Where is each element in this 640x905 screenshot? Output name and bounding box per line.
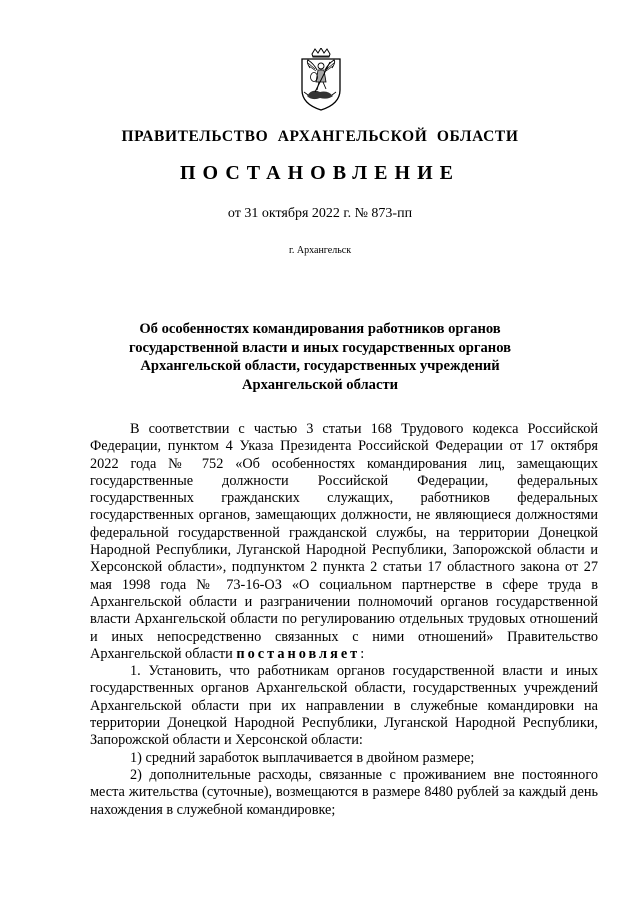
document-type-heading: ПОСТАНОВЛЕНИЕ — [180, 162, 460, 184]
preamble-text: В соответствии с частью 3 статьи 168 Трудового кодекса Российской Федерации, пунктом 4 Указа Президента Российской Федерации от 17 октября 2022 года № 752 «Об особенностях командирования лиц, замещающих государственные должности Российской Федерации, федеральных государственных гражданских служащих, работников федеральных государственных органов, замещающих должности, не являющиеся должностями федеральной государственной гражданской службы, на территории Донецкой Народной Республики, Луганской Народной Республики, Запорожской области и Херсонской области», подпунктом 2 пункта 2 статьи 17 областного закона от 27 мая 1998 года № 73-16-ОЗ «О социальном партнерстве в сфере труда в Архангельской области и разграничении полномочий органов государственной власти Архангельской области по регулированию отдельных трудовых отношений и иных непосредственно связанных с ними отношений» Правительство Архангельской области — [90, 421, 598, 662]
subclause-2-paragraph: 2) дополнительные расходы, связанные с проживанием вне постоянного места жительства (суточные), возмещаются в размере 8480 рублей за каждый день нахождения в служебной командировке; — [90, 766, 598, 818]
clause-1-paragraph: 1. Установить, что работникам органов государственной власти и иных государственных органов Архангельской области, государственных учреждений Архангельской области при их направлении в служебные командировки на территории Донецкой Народной Республики, Луганской Народной Республики, Запорожской области и Херсонской области: — [90, 663, 598, 749]
document-body — [90, 421, 598, 819]
document-title — [0, 320, 640, 394]
title-line: Архангельской области — [241, 376, 399, 393]
document-date-number: от 31 октября 2022 г. № 873-пп — [227, 206, 413, 221]
preamble-paragraph — [90, 421, 598, 663]
subclause-1-paragraph: 1) средний заработок выплачивается в двойном размере; — [130, 749, 475, 766]
coat-of-arms-icon — [298, 48, 344, 112]
title-line: Об особенностях командирования работников органов — [139, 321, 501, 337]
document-city: г. Архангельск — [288, 245, 352, 256]
resolves-word: постановляет — [236, 645, 361, 662]
title-line: государственной власти и иных государственных органов — [128, 339, 512, 356]
preamble-colon: : — [360, 645, 365, 662]
government-name: ПРАВИТЕЛЬСТВО АРХАНГЕЛЬСКОЙ ОБЛАСТИ — [121, 128, 519, 145]
title-line: Архангельской области, государственных учреждений — [140, 358, 500, 374]
